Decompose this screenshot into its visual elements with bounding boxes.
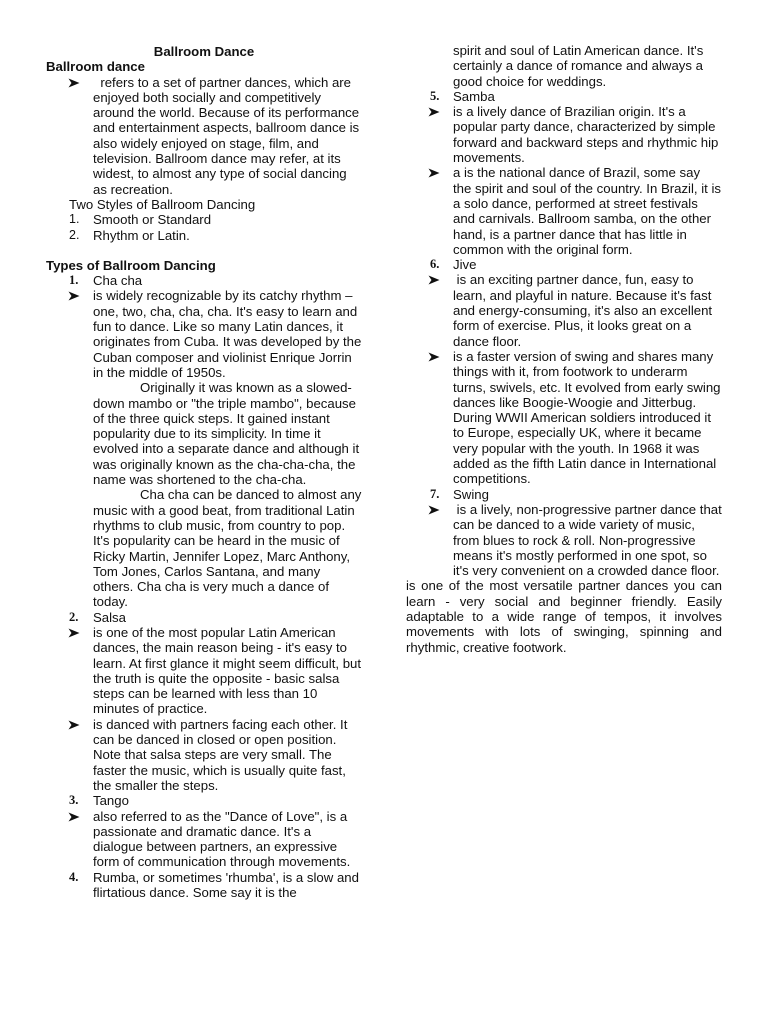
right-column — [406, 43, 722, 655]
list-number: 1. — [69, 273, 79, 288]
list-item — [46, 75, 362, 197]
arrow-bullet-icon — [68, 625, 82, 640]
list-number: 5. — [430, 88, 440, 103]
list-item — [46, 809, 362, 870]
style-label: Rhythm or Latin. — [93, 227, 190, 243]
arrow-bullet-icon — [428, 165, 442, 180]
section-heading-ballroom: Ballroom dance — [46, 59, 145, 75]
list-number: 7. — [430, 486, 440, 501]
list-item — [46, 793, 362, 808]
list-item — [406, 89, 722, 104]
dance-description: is a faster version of swing and shares many things with it, from footwork to underarm turns, swivels, etc. It evolved from early swing dances like Boogie-Woogie and Jitterbug. During WWII American soldiers introduced it to Europe, especially UK, where it became very popular with the youth. In 1968 it was added as the fifth Latin dance in International competitions. — [453, 348, 721, 487]
dance-description: is danced with partners facing each other. It can be danced in closed or open position. Note that salsa steps are very small. The faster the music, which is usually quite fast, the smaller the steps. — [93, 716, 348, 793]
list-item — [406, 104, 722, 165]
dance-name: Salsa — [93, 609, 126, 625]
list-number: 3. — [69, 793, 79, 808]
list-item — [406, 349, 722, 487]
list-item — [406, 272, 722, 348]
intro-text: refers to a set of partner dances, which are enjoyed both socially and competitively around the world. Because of its performance and entertainment aspects, ballroom dance is also widely enjoyed on stage, film, and television. Ballroom dance may refer, at its widest, to almost any type of social dancing as recreation. — [93, 74, 360, 197]
dance-description: spirit and soul of Latin American dance. It's certainly a dance of romance and always a good choice for weddings. — [453, 43, 704, 89]
paragraph — [406, 578, 722, 654]
document-title: Ballroom Dance — [153, 44, 255, 59]
list-item — [46, 625, 362, 717]
arrow-bullet-icon — [428, 349, 442, 364]
list-item — [46, 717, 362, 793]
list-item — [46, 610, 362, 625]
section-heading-types: Types of Ballroom Dancing — [46, 257, 216, 273]
paragraph — [46, 487, 362, 609]
dance-name: Samba — [453, 88, 495, 104]
arrow-bullet-icon — [428, 502, 442, 517]
dance-description: Originally it was known as a slowed-down mambo or "the triple mambo", because of the three quick steps. It gained instant popularity due to its simplicity. In time it evolved into a separate dance and although it was originally known as the cha-cha-cha, the name was shortened to the cha-cha. — [93, 380, 360, 488]
dance-description: is one of the most versatile partner dances you can learn - very social and beginner friendly. Easily adaptable to a wide range of tempos, it involves movements with lots of swinging, spinning and rhythmic, creative footwork. — [406, 578, 722, 655]
list-item — [46, 212, 362, 227]
dance-description: Cha cha can be danced to almost any music with a good beat, from traditional Latin rhythms to club music, from country to pop. It's popularity can be heard in the music of Ricky Martin, Jennifer Lopez, Marc Anthony, Tom Jones, Carlos Santana, and many others. Cha cha is very much a dance of today. — [93, 487, 362, 610]
list-item — [406, 165, 722, 257]
list-item — [46, 288, 362, 380]
left-column — [46, 44, 362, 900]
list-number: 6. — [430, 257, 440, 272]
list-item — [406, 487, 722, 502]
arrow-bullet-icon — [68, 75, 82, 90]
dance-name: Swing — [453, 486, 489, 502]
list-number: 1. — [69, 212, 80, 227]
paragraph — [406, 43, 722, 89]
list-item — [46, 273, 362, 288]
list-number: 2. — [69, 609, 79, 624]
dance-description: is an exciting partner dance, fun, easy to learn, and playful in nature. Because it's fast and energy-consuming, it's also an excellent form of exercise. Plus, it looks great on a dance floor. — [453, 272, 713, 349]
paragraph — [46, 380, 362, 487]
dance-name: Cha cha — [93, 273, 143, 289]
arrow-bullet-icon — [428, 104, 442, 119]
dance-description: is one of the most popular Latin American dances, the main reason being - it's easy to learn. At first glance it might seem difficult, but the truth is quite the opposite - basic salsa steps can be learned with less than 10 minutes of practice. — [93, 624, 362, 717]
dance-name: Tango — [93, 793, 129, 809]
dance-description: is a lively dance of Brazilian origin. It's a popular party dance, characterized by simple forward and backward steps and rhythmic hip movements. — [453, 104, 719, 166]
list-number: 2. — [69, 227, 80, 242]
dance-name: Jive — [453, 257, 477, 273]
dance-description: is a lively, non-progressive partner dance that can be danced to a wide variety of music, from blues to rock & roll. Non-progressive means it's mostly performed in one spot, so it's very convenient on a crowded dance floor. — [453, 501, 722, 579]
dance-description: a is the national dance of Brazil, some say the spirit and soul of the country. In Brazil, it is a solo dance, performed at street festivals and carnivals. Ballroom samba, on the other hand, is a partner dance that has little in common with the original form. — [453, 165, 722, 257]
dance-description: Rumba, or sometimes 'rhumba', is a slow and flirtatious dance. Some say it is the — [93, 869, 359, 901]
arrow-bullet-icon — [68, 717, 82, 732]
styles-heading: Two Styles of Ballroom Dancing — [69, 196, 256, 212]
list-item — [46, 870, 362, 901]
dance-description: is widely recognizable by its catchy rhythm – one, two, cha, cha, cha. It's easy to learn and fun to dance. Like so many Latin dances, it originates from Cuba. It was developed by the Cuban composer and violinist Enrique Jorrin in the middle of 1950s. — [93, 288, 362, 380]
arrow-bullet-icon — [428, 272, 442, 287]
style-label: Smooth or Standard — [93, 212, 212, 228]
arrow-bullet-icon — [68, 809, 82, 824]
list-item — [46, 228, 362, 243]
dance-description: also referred to as the "Dance of Love", is a passionate and dramatic dance. It's a dialogue between partners, an expressive form of communication through movements. — [93, 808, 351, 870]
arrow-bullet-icon — [68, 288, 82, 303]
list-item — [406, 257, 722, 272]
list-item — [406, 502, 722, 578]
list-number: 4. — [69, 869, 79, 884]
